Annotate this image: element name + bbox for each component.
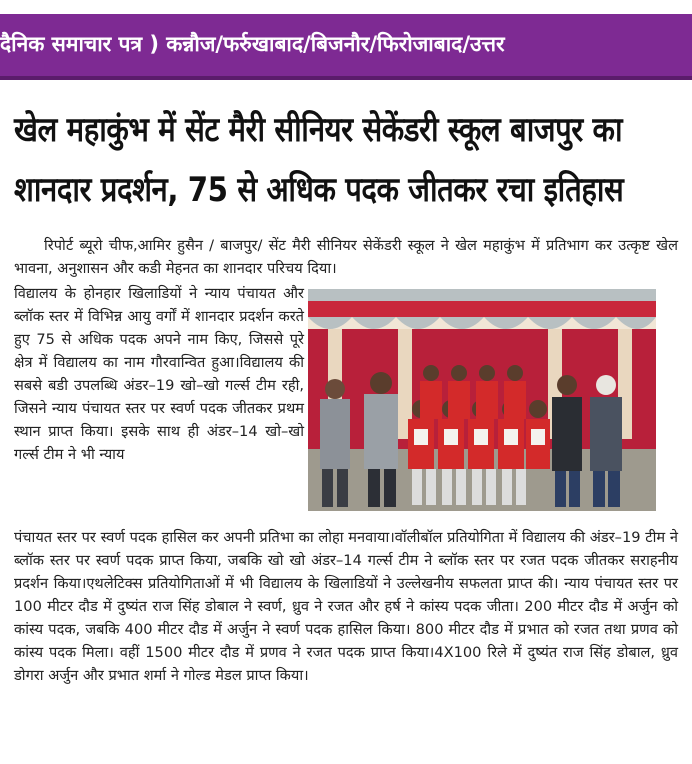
article-intro	[14, 234, 678, 280]
article-column: विद्यालय के होनहार खिलाडियों ने न्याय पंचायत और ब्लॉक स्तर में विभिन्न आयु वर्गों में शानदार प्रदर्शन करते हुए 75 से अधिक पदक अपने नाम किए, जिससे पूरे क्षेत्र में विद्यालय का नाम गौरवान्वित हुआ।विद्यालय की सबसे बडी उपलब्धि अंडर–19 खो–खो गर्ल्स टीम रही, जिसने न्याय पंचायत स्तर पर स्वर्ण पदक जीतकर प्रथम स्थान प्राप्त किया। इसके साथ ही अंडर–14 खो–खो गर्ल्स टीम ने भी न्याय	[14, 285, 304, 463]
intro-text: रिपोर्ट ब्यूरो चीफ,आमिर हुसैन / बाजपुर/ सेंट मैरी सीनियर सेकेंडरी स्कूल ने खेल महाकुंभ में प्रतिभाग कर उत्कृष्ट खेल भावना, अनुशासन और कडी मेहनत का शानदार परिचय दिया।	[14, 237, 678, 277]
headline-line-1: खेल महाकुंभ में सेंट मैरी सीनियर सेकेंडरी स्कूल बाजपुर का	[14, 110, 623, 150]
newspaper-banner	[0, 14, 692, 80]
headline-line-2: शानदार प्रदर्शन, 75 से अधिक पदक जीतकर रचा इतिहास	[14, 170, 624, 210]
headline	[14, 100, 685, 220]
article-continuation: पंचायत स्तर पर स्वर्ण पदक हासिल कर अपनी प्रतिभा का लोहा मनवाया।वॉलीबॉल प्रतियोगिता में विद्यालय की अंडर–19 टीम ने ब्लॉक स्तर पर स्वर्ण पदक प्राप्त किया, जबकि खो खो अंडर–14 गर्ल्स टीम ने ब्लॉक स्तर पर रजत पदक जीतकर सराहनीय प्रदर्शन किया।एथलेटिक्स प्रतियोगिताओं में भी विद्यालय के खिलाडियों ने उल्लेखनीय सफलता प्राप्त की। न्याय पंचायत स्तर पर 100 मीटर दौड में दुष्यंत राज सिंह डोबाल ने स्वर्ण, ध्रुव ने रजत और हर्ष ने कांस्य पदक जीता। 200 मीटर दौड में अर्जुन को कांस्य पदक, जबकि 400 मीटर दौड में अर्जुन ने स्वर्ण पदक हासिल किया। 800 मीटर दौड में प्रभात को रजत तथा प्रणव को कांस्य पदक मिला। वहीं 1500 मीटर दौड में प्रणव ने रजत पदक प्राप्त किया।4X100 रिले में दुष्यंत राज सिंह डोबाल, ध्रुव डोगरा अर्जुन और प्रभात शर्मा ने गोल्ड मेडल प्राप्त किया।	[14, 529, 678, 684]
group-photo	[308, 289, 656, 511]
banner-text: दैनिक समाचार पत्र ) कन्नौज/फर्रुखाबाद/बिजनौर/फिरोजाबाद/उत्तर	[0, 32, 505, 56]
group-photo-icon	[308, 289, 656, 511]
